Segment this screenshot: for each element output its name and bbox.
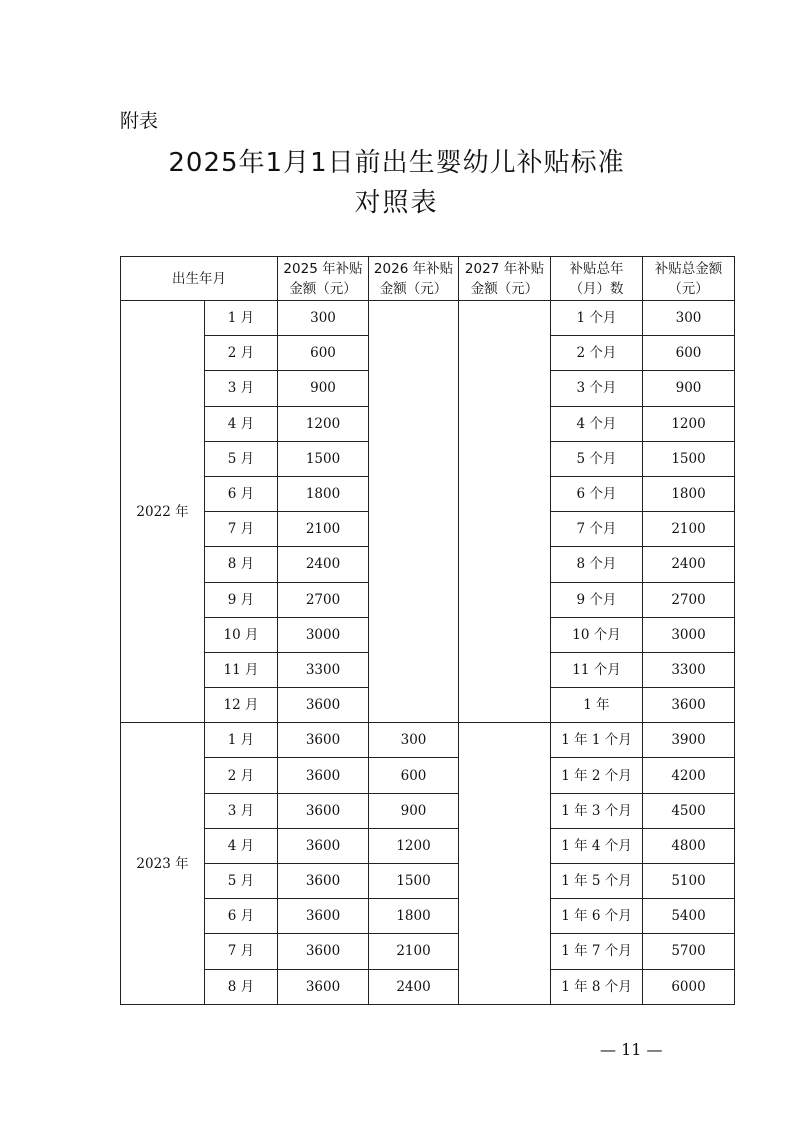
amount-2025-cell: 1800 <box>278 476 369 511</box>
table-row <box>121 723 735 758</box>
total-amount-cell: 2400 <box>643 547 735 582</box>
header-2025-amount <box>278 257 369 301</box>
total-amount-cell: 600 <box>643 336 735 371</box>
total-months-cell: 7 个月 <box>551 512 643 547</box>
header-total-amount <box>643 257 735 301</box>
total-amount-cell: 3300 <box>643 652 735 687</box>
page-number: — 11 — <box>600 1040 663 1059</box>
birth-month-cell: 2 月 <box>205 336 278 371</box>
table-row <box>121 899 735 934</box>
birth-month-cell: 1 月 <box>205 301 278 336</box>
birth-month-cell: 2 月 <box>205 758 278 793</box>
header-2027-line2: 金额（元） <box>470 280 539 297</box>
amount-2026-cell: 1800 <box>369 899 459 934</box>
birth-month-cell: 8 月 <box>205 969 278 1004</box>
total-months-cell: 10 个月 <box>551 617 643 652</box>
header-2027-amount <box>459 257 551 301</box>
amount-2025-cell: 3600 <box>278 864 369 899</box>
birth-month-cell: 3 月 <box>205 793 278 828</box>
amount-2027-cell <box>459 301 551 723</box>
table-body <box>121 301 735 1005</box>
amount-2026-cell: 2400 <box>369 969 459 1004</box>
total-months-cell: 8 个月 <box>551 547 643 582</box>
total-months-cell: 1 年 2 个月 <box>551 758 643 793</box>
birth-month-cell: 4 月 <box>205 406 278 441</box>
amount-2025-cell: 2100 <box>278 512 369 547</box>
table-row <box>121 793 735 828</box>
birth-month-cell: 5 月 <box>205 864 278 899</box>
total-amount-cell: 5700 <box>643 934 735 969</box>
header-2026-amount <box>369 257 459 301</box>
total-months-cell: 5 个月 <box>551 441 643 476</box>
birth-month-cell: 4 月 <box>205 828 278 863</box>
birth-month-cell: 3 月 <box>205 371 278 406</box>
amount-2025-cell: 3600 <box>278 899 369 934</box>
amount-2027-cell <box>459 723 551 1005</box>
table-row <box>121 828 735 863</box>
header-2027-line1: 2027 年补贴 <box>464 260 545 277</box>
total-months-cell: 1 年 3 个月 <box>551 793 643 828</box>
total-amount-cell: 1800 <box>643 476 735 511</box>
amount-2026-cell: 600 <box>369 758 459 793</box>
amount-2026-cell: 900 <box>369 793 459 828</box>
total-amount-cell: 2100 <box>643 512 735 547</box>
total-months-cell: 1 年 5 个月 <box>551 864 643 899</box>
total-months-cell: 1 年 1 个月 <box>551 723 643 758</box>
table-header-row <box>121 257 735 301</box>
total-months-cell: 3 个月 <box>551 371 643 406</box>
table-row <box>121 864 735 899</box>
amount-2025-cell: 3600 <box>278 934 369 969</box>
total-amount-cell: 4500 <box>643 793 735 828</box>
birth-month-cell: 7 月 <box>205 512 278 547</box>
birth-year-cell: 2022 年 <box>121 301 205 723</box>
birth-month-cell: 8 月 <box>205 547 278 582</box>
total-months-cell: 4 个月 <box>551 406 643 441</box>
amount-2025-cell: 3600 <box>278 758 369 793</box>
header-2025-line1: 2025 年补贴 <box>283 260 363 277</box>
total-amount-cell: 900 <box>643 371 735 406</box>
birth-month-cell: 1 月 <box>205 723 278 758</box>
birth-month-cell: 11 月 <box>205 652 278 687</box>
total-months-cell: 1 年 4 个月 <box>551 828 643 863</box>
amount-2025-cell: 3600 <box>278 688 369 723</box>
amount-2025-cell: 900 <box>278 371 369 406</box>
amount-2026-cell: 300 <box>369 723 459 758</box>
header-months-line2: （月）数 <box>569 280 624 297</box>
header-2026-line2: 金额（元） <box>379 280 448 297</box>
total-amount-cell: 3900 <box>643 723 735 758</box>
amount-2025-cell: 600 <box>278 336 369 371</box>
amount-2025-cell: 3600 <box>278 969 369 1004</box>
birth-month-cell: 12 月 <box>205 688 278 723</box>
birth-month-cell: 9 月 <box>205 582 278 617</box>
total-amount-cell: 3000 <box>643 617 735 652</box>
amount-2025-cell: 2400 <box>278 547 369 582</box>
amount-2026-cell: 1500 <box>369 864 459 899</box>
amount-2025-cell: 3300 <box>278 652 369 687</box>
amount-2025-cell: 300 <box>278 301 369 336</box>
table-row <box>121 969 735 1004</box>
table-row <box>121 934 735 969</box>
total-amount-cell: 2700 <box>643 582 735 617</box>
header-months-line1: 补贴总年 <box>569 260 624 277</box>
header-total-months <box>551 257 643 301</box>
total-months-cell: 11 个月 <box>551 652 643 687</box>
total-months-cell: 1 年 8 个月 <box>551 969 643 1004</box>
total-amount-cell: 1500 <box>643 441 735 476</box>
header-birth-month: 出生年月 <box>121 257 278 301</box>
total-amount-cell: 4800 <box>643 828 735 863</box>
amount-2025-cell: 3000 <box>278 617 369 652</box>
total-amount-cell: 300 <box>643 301 735 336</box>
birth-year-cell: 2023 年 <box>121 723 205 1005</box>
total-amount-cell: 5100 <box>643 864 735 899</box>
amount-2025-cell: 3600 <box>278 793 369 828</box>
amount-2025-cell: 3600 <box>278 828 369 863</box>
birth-month-cell: 10 月 <box>205 617 278 652</box>
amount-2026-cell: 1200 <box>369 828 459 863</box>
amount-2025-cell: 1500 <box>278 441 369 476</box>
subsidy-table <box>120 256 735 1005</box>
amount-2026-cell <box>369 301 459 723</box>
total-months-cell: 1 个月 <box>551 301 643 336</box>
total-amount-cell: 6000 <box>643 969 735 1004</box>
amount-2025-cell: 1200 <box>278 406 369 441</box>
header-2025-line2: 金额（元） <box>289 280 357 297</box>
header-total-line2: （元） <box>668 280 709 297</box>
total-months-cell: 6 个月 <box>551 476 643 511</box>
birth-month-cell: 6 月 <box>205 476 278 511</box>
total-months-cell: 2 个月 <box>551 336 643 371</box>
attachment-label: 附表 <box>120 110 159 132</box>
amount-2025-cell: 2700 <box>278 582 369 617</box>
total-months-cell: 1 年 <box>551 688 643 723</box>
total-months-cell: 1 年 7 个月 <box>551 934 643 969</box>
table-row <box>121 758 735 793</box>
header-total-line1: 补贴总金额 <box>654 260 723 277</box>
total-months-cell: 9 个月 <box>551 582 643 617</box>
total-amount-cell: 5400 <box>643 899 735 934</box>
birth-month-cell: 6 月 <box>205 899 278 934</box>
amount-2026-cell: 2100 <box>369 934 459 969</box>
document-subtitle: 对照表 <box>354 188 439 218</box>
table-row <box>121 301 735 336</box>
total-amount-cell: 3600 <box>643 688 735 723</box>
document-title: 2025年1月1日前出生婴幼儿补贴标准 <box>168 148 625 178</box>
birth-month-cell: 7 月 <box>205 934 278 969</box>
amount-2025-cell: 3600 <box>278 723 369 758</box>
birth-month-cell: 5 月 <box>205 441 278 476</box>
total-amount-cell: 4200 <box>643 758 735 793</box>
total-amount-cell: 1200 <box>643 406 735 441</box>
header-2026-line1: 2026 年补贴 <box>373 260 454 277</box>
total-months-cell: 1 年 6 个月 <box>551 899 643 934</box>
